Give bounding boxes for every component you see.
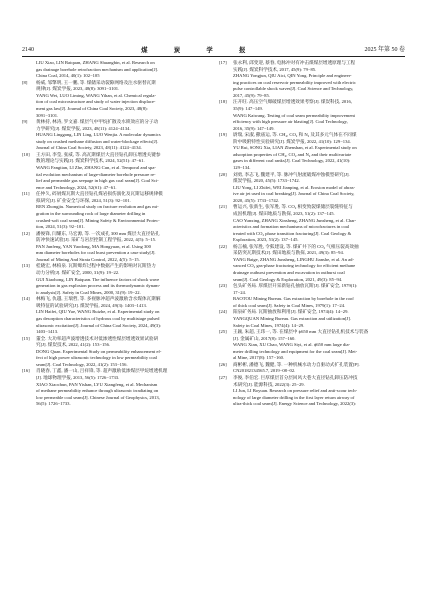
reference-line: vanced CO₂ gas-phase fracturing technology for efficient methane xyxy=(233,263,356,269)
reference-text xyxy=(233,362,405,375)
reference-line: 阶中吸附特性实验研究[J]. 煤炭学报, 2022, 41(10): 129−134. xyxy=(233,138,351,144)
reference-line: gration in the surrounding rock of large diameter drilling in xyxy=(36,210,146,216)
reference-text xyxy=(233,309,405,329)
reference-line: CN20182134565.7, 2019−08−02. xyxy=(233,368,296,374)
reference-line: China Coal, 2014, 40(1): 102−105 xyxy=(36,73,100,79)
reference-number: [9] xyxy=(22,119,28,125)
reference-text xyxy=(36,80,208,119)
reference-line: ultra-thick coal seam[J]. Energy Science and Technology, 2022(3): xyxy=(233,401,356,407)
reference-number: [13] xyxy=(22,263,30,269)
reference-line: of methane permeability enhance through ultrasonic irradiating on xyxy=(36,388,159,394)
header-rule xyxy=(22,56,405,57)
reference-line: 35(9): 147−149. xyxy=(233,105,263,111)
reference-line: 包头矿务局. 厚煤层开采新钻孔抽放瓦斯[J]. 煤矿安全, 1979(1): xyxy=(233,283,358,289)
reference-text xyxy=(233,99,405,132)
reference-line: 拟研究[J]. 矿业安全与环保, 2024, 51(3): 92−101. xyxy=(36,197,131,203)
reference-entry xyxy=(22,152,208,191)
reference-line: 2016, 35(9): 147−149. xyxy=(233,125,275,131)
reference-entry xyxy=(219,362,405,375)
reference-line: ultrasonic excitation[J]. Journal of China Coal Society, 2024, 49(3): xyxy=(36,322,162,328)
reference-line: XIAO Xiaochun, PAN Yishan, LYU Xiangfeng, et al. Mechanism xyxy=(36,381,158,387)
reference-text xyxy=(36,231,208,264)
reference-line: lief and permeable gas seepage in high gas coal seam[J]. Coal Sci- xyxy=(36,178,159,184)
reference-line: 56(5): 1726−1733. xyxy=(36,401,71,407)
reference-line: 刘勇, 李志飞, 魏建平, 等. 脉冲气射流破煤冲蚀模型研究[J]. xyxy=(233,171,350,177)
reference-line: tion of coal microstructure and study of water injection displace- xyxy=(36,99,156,105)
reference-line: 肖晓春, 丁鑫, 潘一山, 吕祥锋, 等. 超声激励低渗煤层甲烷增透机理 xyxy=(36,368,168,374)
reference-number: [18] xyxy=(219,99,227,105)
reference-entry xyxy=(219,375,405,408)
page-number: 2140 xyxy=(22,47,34,53)
reference-line: 规律[J]. 煤炭学报, 2023, 48(8): 3091−3101. xyxy=(36,86,120,92)
reference-number: [12] xyxy=(22,230,30,236)
reference-line: drainage outburst prevention and excavation in outburst coal xyxy=(233,270,345,275)
reference-line: 2017, 45(9): 79−85. xyxy=(233,92,270,98)
reference-line: study on crushed methane diffusion and water-blockage effects[J]. xyxy=(36,138,159,144)
reference-number: [8] xyxy=(22,79,28,85)
reference-line: ive air jet used in coal breaking[J]. Journal of China Coal Society, xyxy=(233,191,355,197)
reference-line: WANG Kaiwang. Testing of coal seam permeability improvement xyxy=(233,112,355,118)
reference-line: 王方田, 李莹, 张威, 等. 高瓦斯煤层大直径钻孔卸压增透关键参 xyxy=(36,151,161,157)
reference-text xyxy=(233,283,405,309)
reference-entry xyxy=(22,368,208,407)
reference-line: 张永利, 邱变迎, 蔡春, 电脉冲对有冲击煤煤层增透原理与工程 xyxy=(233,60,356,65)
reference-line: 成因机理[J]. 煤田地质与勘探, 2023, 51(2): 137−145. xyxy=(233,210,335,216)
reference-line: HUANG Linggang, LIN Ling, LUO Wenjia. A molecular dynamics xyxy=(36,132,161,138)
reference-line: 究[J]. 煤炭技术, 2022, 41(2): 153−156. xyxy=(36,342,111,348)
reference-line: 术研究[J]. 能源科技, 2022(3): 25−29. xyxy=(233,381,305,387)
reference-line: 杨威, 邹擎明, 王一鹏, 等. 煤储采动裂隙网络及注水驱替瓦斯 xyxy=(36,79,156,85)
reference-line: Exploration, 2023, 51(2): 137−145. xyxy=(233,237,299,243)
reference-line: Safety in Coal Mines, 1974(4): 14−29. xyxy=(233,322,305,328)
reference-line: crushed-soft coal seam[J]. Mining Safety & Environmental Protec- xyxy=(36,217,160,223)
reference-line: 吸特征的试验研究[J]. 煤炭学报, 2024, 49(3): 1403−1413. xyxy=(36,302,147,308)
reference-entry xyxy=(219,60,405,99)
reference-line: 采防突瓦斯技术[J]. 煤田地质与勘探, 2021, 49(3): 85−94. xyxy=(233,250,344,256)
reference-line: GUI Xiaohong, LIN Baiquan. The influence factors of shock wave xyxy=(36,276,160,282)
reference-line: 防冲快速试验[J]. 采矿与岩层控制工程学报, 2022, 4(5): 5−15. xyxy=(36,237,157,243)
reference-line: gas drainage borehole retrofraction mechanism and application[J]. xyxy=(36,66,159,72)
reference-line: LI Jun, LI Boyuan. Research on pressure relief and anti-scour tech- xyxy=(233,388,358,394)
reference-line: REN Zhongjiu. Numerical study on fracture evolution and gas mi- xyxy=(36,204,159,210)
reference-line: 阳泉矿务局. 瓦斯抽放和利用[J]. 煤矿安全, 1974(4): 14−29. xyxy=(233,309,349,315)
reference-line: BAOTOU Mining Bureau. Gas extraction by borehole in the roof xyxy=(233,296,354,302)
reference-entry xyxy=(22,231,208,264)
reference-line: YU Rui, SONG Xia, LIAN Zhenshan, et al. Experimental study on xyxy=(233,145,357,151)
reference-line: 129−134. xyxy=(233,165,251,170)
reference-entry xyxy=(22,119,208,152)
reference-line: tion, 2024, 51(3): 92−101. xyxy=(36,224,85,230)
reference-line: 力学研究[J]. 煤炭学报, 2023, 48(11): 4124−4134. xyxy=(36,125,131,131)
reference-line: CAO Yunxing, ZHANG Xinsheng, ZHANG Junsheng, et al. Char- xyxy=(233,217,357,223)
reference-number: [11] xyxy=(22,191,30,197)
reference-line: efficiency with high pressure air blasting[J]. Coal Technology, xyxy=(233,119,348,125)
reference-entry xyxy=(219,99,405,132)
reference-entry xyxy=(22,191,208,230)
reference-line: LIU Xiao, LIN Baiquan, ZHANG Shuangbin, et al. Research on xyxy=(36,60,155,65)
reference-number: [19] xyxy=(219,132,227,138)
reference-number: [22] xyxy=(219,243,227,249)
reference-entry xyxy=(22,263,208,296)
reference-number: [26] xyxy=(219,361,227,367)
reference-line: 潘俊锋, 闫耀东, 马宏源, 等. 一次成孔 300 mm 煤层大直径钻孔 xyxy=(36,230,160,236)
reference-line: 3091−3101. xyxy=(36,112,59,118)
reference-line: Journal of China Coal Society, 2023, 48(11): 4124−4134. xyxy=(36,145,142,151)
right-reference-column xyxy=(219,60,405,408)
reference-line: 董全. 大功率超声波增透技术对低渗透性煤层增透效果试验研 xyxy=(36,335,159,341)
reference-text xyxy=(233,60,405,99)
reference-line: al Mine, 2017(8): 157−160. xyxy=(233,355,285,361)
reference-line: YANGQUAN Mining Bureau. Gas extraction and utilization[J]. xyxy=(233,315,352,321)
reference-line: 1403−1413. xyxy=(36,329,59,335)
reference-entry xyxy=(219,329,405,362)
reference-line: gas desorption characteristics of hydrous coal by multistage pulsed xyxy=(36,315,160,321)
reference-line: mm diameter boreholes for coal burst prevention a case study[J]. xyxy=(36,250,156,256)
reference-number: [24] xyxy=(219,309,227,315)
reference-text xyxy=(36,263,208,296)
reference-line: 李俊, 李伯宏. 巨厚煤层首分层回风大巷大直径钻孔卸压防冲技 xyxy=(233,375,358,380)
reference-line: ment gas law[J]. Journal of China Coal Society, 2023, 48(8): xyxy=(36,105,148,111)
reference-entry xyxy=(219,244,405,283)
reference-line: low permeable coal seam[J]. Chinese Journal of Geophysics, 2013, xyxy=(36,394,160,400)
reference-line: LIN Haifei, QIU Yue, WANG Ruizhe, et al. Experimental study on xyxy=(36,309,160,315)
reference-line: ing practices on coal reservoir permeability improved with electric xyxy=(233,79,356,85)
reference-text xyxy=(233,244,405,283)
reference-text xyxy=(36,368,208,407)
reference-line: [J]. 地球物理学报, 2013, 56(5): 1726−1733. xyxy=(36,375,120,380)
reference-line: 汪开旺. 高压空气爆破煤层增透效果考察[J]. 煤炭科技, 2016, xyxy=(233,99,352,105)
reference-line: 杨言楠, 张军胜, 令狐建设, 等. 煤矿井下的 CO₂ 气相压裂高效抽 xyxy=(233,243,359,249)
reference-line: 实践[J]. 煤炭科学技术, 2017, 45(9): 79−85. xyxy=(233,66,317,72)
reference-line: WANG Xian, XU Chao, WANG Siyi, et al. ϕ650 mm large dia- xyxy=(233,342,351,348)
reference-entry xyxy=(219,283,405,309)
reference-line: acteristics and formation mechanisms of microfractures in coal xyxy=(233,224,350,230)
reference-line: 任仲久, 碎屑煤瓦斯大直径钻孔煤岩损伤演化及瓦斯运移规律模 xyxy=(36,191,163,197)
reference-text xyxy=(233,132,405,171)
reference-line: LIU Yong, LI Zhifei, WEI Jianping, et al. Erosion model of abras- xyxy=(233,184,356,190)
reference-line: DONG Quan. Experimental Study on permeability enhancement ef- xyxy=(36,348,162,354)
reference-text xyxy=(36,296,208,335)
reference-entry xyxy=(22,336,208,369)
running-header xyxy=(22,42,405,54)
reference-line: ence and Technology, 2024, 52(S1): 47−61. xyxy=(36,184,117,190)
reference-text xyxy=(233,204,405,243)
issue-info: 2025 年第 50 卷 xyxy=(364,47,405,53)
reference-line: WANG Fangtian, LI Zhe, ZHANG Cun, et al. Temporal and spa- xyxy=(36,165,156,170)
reference-line: [J]. 金属矿山, 2017(8): 157−160. xyxy=(233,335,296,341)
reference-line: treated with CO₂ phase transition fracturing[J]. Coal Geology & xyxy=(233,230,352,236)
reference-line: Journal of Mining And Strata Control, 2022, 4(5): 5−15. xyxy=(36,256,140,262)
reference-line: generation in gas explosion process and its thermodynamic dynam- xyxy=(36,283,161,289)
journal-title: 煤 炭 学 报 xyxy=(141,46,258,54)
reference-line: meter drilling technology and equipment for the coal seam[J]. Met- xyxy=(233,348,358,354)
left-reference-column xyxy=(22,60,208,408)
reference-line: 数的理论与实践[J]. 煤炭科学技术, 2024, 52(51): 47−61. xyxy=(36,158,145,164)
reference-number: [16] xyxy=(22,368,30,374)
reference-number: [14] xyxy=(22,296,30,302)
reference-line: 林梅飞, 仇越, 王瑞哲, 等. 多视脉冲超声波激励含水煤体瓦斯解 xyxy=(36,296,161,302)
reference-line: pulse controllable shock waves[J]. Coal Science and Technology, xyxy=(233,86,354,92)
reference-text xyxy=(36,191,208,230)
reference-line: 王颖, 朱超, 王玮一, 等. 在煤层中 ϕ650 mm 大直径钻孔机技术与装备 xyxy=(233,329,369,335)
reference-text xyxy=(233,329,405,362)
reference-number: [23] xyxy=(219,283,227,289)
reference-line: nology of large diameter drilling in the first layer return airway of xyxy=(233,394,355,400)
reference-line: gases in different coal ranks[J]. Coal Technology, 2022, 41(10): xyxy=(233,158,351,164)
reference-line: 尉瑞, 宋淑, 撒庙运, 等. CH₄, CO₂ 和 N₂ 及其多元气体在不同煤 xyxy=(233,132,357,138)
reference-entry xyxy=(219,309,405,329)
reference-number: [25] xyxy=(219,329,227,335)
reference-line: adsorption properties of CH₄, CO₂ and N₂ and their multivariate xyxy=(233,151,352,157)
reference-line: ZHANG Yongjun, QIU Aici, QIN Yong. Principle and engineer- xyxy=(233,73,352,79)
reference-line: of thick coal seam[J]. Safety in Coal Mines, 1979(1): 17−24. xyxy=(233,302,346,308)
reference-line: tial evolution mechanism of large-diameter borehole pressure re- xyxy=(36,171,156,177)
reference-line: ic analysis[J]. Safety in Coal Mines, 2000, 31(9): 19−22. xyxy=(36,289,141,295)
reference-number: [21] xyxy=(219,204,227,210)
reference-entry xyxy=(22,80,208,119)
reference-line: 黄林持, 林涛, 罗文嘉. 煤层气中甲烷扩散及水锁效应的分子动 xyxy=(36,119,159,125)
reference-line: YANG Wei, LUO Liming, WANG Yihan, et al. Chemical regula- xyxy=(36,92,156,98)
reference-text xyxy=(36,336,208,369)
reference-line: fect of high power ultrasonic technology in low permeability coal xyxy=(36,355,157,361)
reference-line: 商彬彬, 潘德飞, 魏健, 等. 一种机械水动力自驱动式扩孔装置[P]. xyxy=(233,361,360,367)
reference-entry xyxy=(219,204,405,243)
reference-line: 煤炭学报, 2020, 45(5): 1733−1742. xyxy=(233,178,300,184)
reference-line: 2020, 45(5): 1733−1742. xyxy=(233,197,280,203)
reference-text xyxy=(36,119,208,152)
reference-number: [15] xyxy=(22,335,30,341)
reference-entry xyxy=(219,172,405,205)
reference-line: 桂晓宏, 林柏泉. 瓦斯爆炸过程中数据产生的影响对瓦斯热力 xyxy=(36,263,156,269)
reference-entry xyxy=(22,60,208,80)
reference-line: YANG Baige, ZHANG Junsheng, LINGHU Jianshe, et al. An ad- xyxy=(233,256,354,262)
reference-line: seam[J]. Coal Technology, 2022, 41(2): 153−156. xyxy=(36,361,128,367)
reference-number: [27] xyxy=(219,375,227,380)
reference-text xyxy=(36,152,208,191)
reference-columns xyxy=(22,60,405,408)
reference-entry xyxy=(22,296,208,335)
reference-text xyxy=(233,172,405,205)
reference-text xyxy=(36,60,208,80)
reference-line: seam[J]. Coal Geology & Exploration, 2021, 49(3): 85−94. xyxy=(233,276,343,282)
reference-line: PAN Junfeng, YAN Yaodong, MA Hongyuan, et al. Using 300 xyxy=(36,243,151,249)
reference-text xyxy=(233,375,405,408)
reference-line: 动力分析[J]. 煤矿安全, 2000, 31(9): 19−22. xyxy=(36,270,120,275)
reference-number: [17] xyxy=(219,60,227,65)
reference-entry xyxy=(219,132,405,171)
reference-number: [10] xyxy=(22,151,30,157)
reference-line: 17−24. xyxy=(233,289,246,295)
reference-number: [20] xyxy=(219,171,227,177)
reference-line: 曹运兴, 张新生, 张军胜, 等. CO₂ 相变致裂煤储层裂缝特征与 xyxy=(233,204,353,210)
